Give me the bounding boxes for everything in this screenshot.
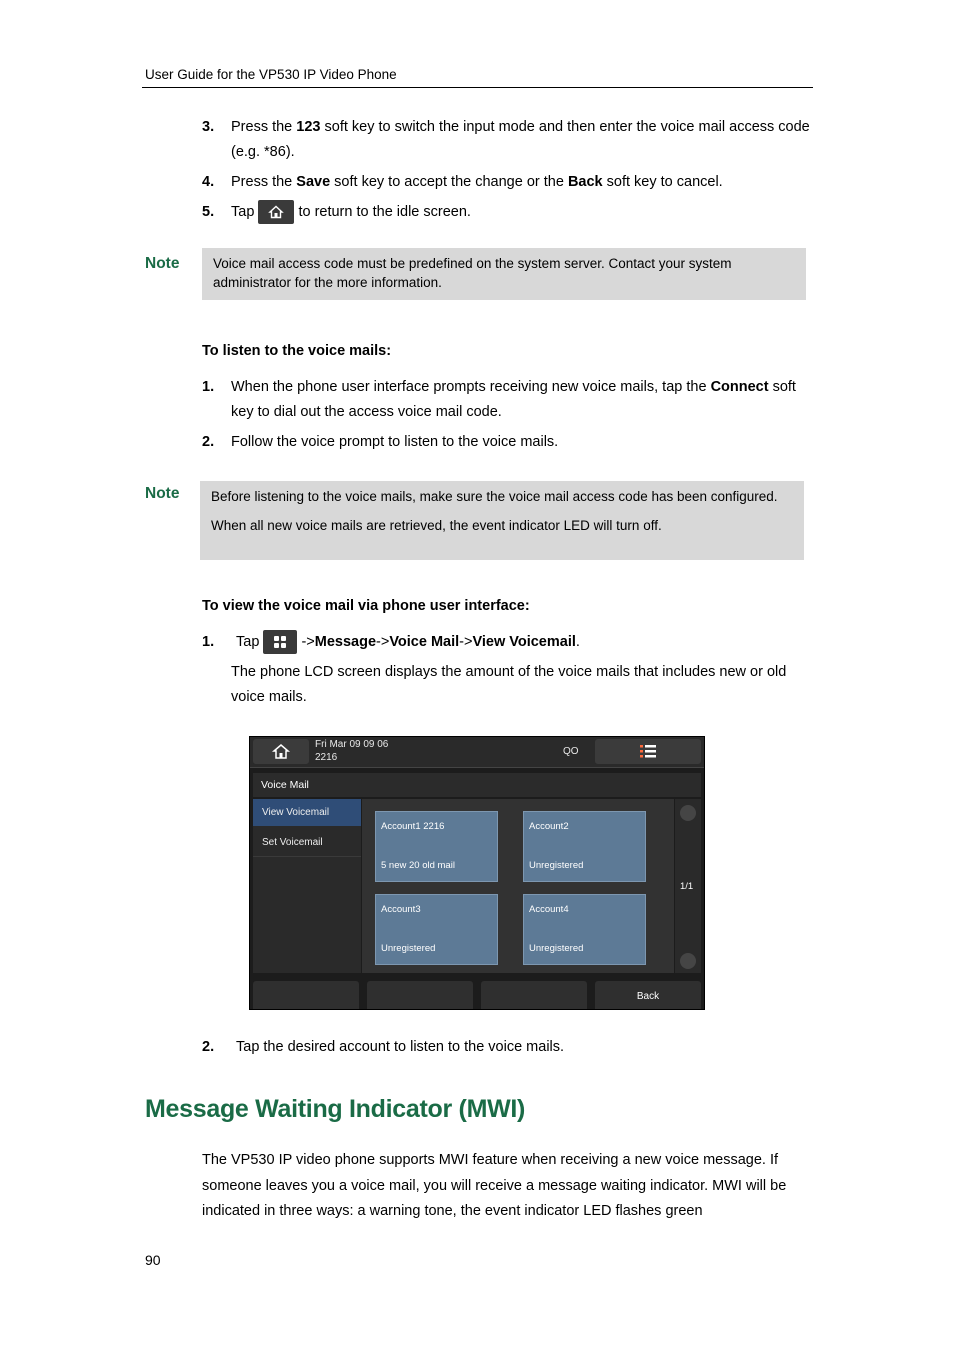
status-bar <box>250 737 704 768</box>
step-text-part: soft key to switch the input mode and then enter the voice mail access code (e.g. *86). <box>231 119 810 160</box>
header-rule <box>142 87 813 88</box>
screen-title: Voice Mail <box>261 779 309 791</box>
page-scroller <box>675 799 701 973</box>
section-paragraph: The VP530 IP video phone supports MWI feature when receiving a new voice message. If someone leaves you a voice mail, you will receive a message waiting indicator. MWI will be indicated in three ways: a warning tone, the event indicator LED flashes green <box>202 1152 787 1219</box>
subheading-listen: To listen to the voice mails: <box>202 343 392 359</box>
page-up-icon[interactable] <box>680 805 696 821</box>
menu-path-voice-mail: Voice Mail <box>389 634 460 650</box>
softkey-name-save: Save <box>296 174 331 190</box>
menu-item-view-voicemail[interactable] <box>253 799 361 826</box>
subheading-view: To view the voice mail via phone user interface: <box>202 598 530 614</box>
menu-panel <box>253 799 361 973</box>
section-title: Message Waiting Indicator (MWI) <box>145 1095 526 1123</box>
note-text: Voice mail access code must be predefined on the system server. Contact your system administrator for the more information. <box>213 256 732 290</box>
step-text <box>231 170 814 195</box>
step-text <box>236 630 814 655</box>
account-tile-1[interactable] <box>375 811 498 882</box>
note-text: When all new voice mails are retrieved, the event indicator LED will turn off. <box>211 517 662 533</box>
account-name: Account2 <box>529 821 569 832</box>
status-extension: 2216 <box>315 752 338 763</box>
softkey-name-connect: Connect <box>710 379 769 395</box>
step-text-part: When the phone user interface prompts receiving new voice mails, tap the <box>231 379 711 395</box>
menu-list-icon <box>595 739 701 764</box>
status-datetime <box>315 738 388 764</box>
account-tile-2[interactable] <box>523 811 646 882</box>
step-text <box>231 200 814 225</box>
home-key[interactable] <box>253 739 309 764</box>
step-text-part: . <box>575 634 580 650</box>
step-text: Follow the voice prompt to listen to the voice mails. <box>231 434 559 450</box>
step-text: The phone LCD screen displays the amount of the voice mails that includes new or old voice mails. <box>231 664 787 705</box>
menu-key-icon <box>263 630 297 654</box>
step-text-part: -> <box>297 634 315 650</box>
softkey-label: Back <box>636 991 660 1002</box>
account-tile-3[interactable] <box>375 894 498 965</box>
step-text-part: soft key to cancel. <box>602 174 723 190</box>
softkey-2[interactable] <box>367 981 473 1009</box>
step-number: 3. <box>202 119 215 135</box>
path-arrow: -> <box>376 634 390 650</box>
softkey-name-123: 123 <box>296 119 321 135</box>
menu-path-view-voicemail: View Voicemail <box>472 634 576 650</box>
phone-screen <box>249 736 705 1010</box>
menu-key[interactable] <box>595 739 701 764</box>
step-text: Tap the desired account to listen to the voice mails. <box>236 1039 565 1055</box>
menu-item-set-voicemail[interactable] <box>253 829 361 857</box>
softkey-3[interactable] <box>481 981 587 1009</box>
menu-path-message: Message <box>314 634 377 650</box>
status-date: Fri Mar 09 09 06 <box>315 739 389 750</box>
screen-title-bar <box>253 773 701 797</box>
account-name: Account4 <box>529 904 569 915</box>
account-tile-4[interactable] <box>523 894 646 965</box>
step-number: 2. <box>202 434 215 450</box>
account-status: Unregistered <box>529 860 584 871</box>
softkey-name-back: Back <box>567 174 603 190</box>
account-status: Unregistered <box>529 943 584 954</box>
step-text-part: Tap <box>236 634 264 650</box>
step-text-part: soft key to accept the change or the <box>330 174 568 190</box>
step-text <box>231 115 814 165</box>
page-number: 90 <box>145 1252 161 1268</box>
step-text-part: Press the <box>231 174 297 190</box>
page-down-icon[interactable] <box>680 953 696 969</box>
softkey-1[interactable] <box>253 981 359 1009</box>
note-box <box>202 248 806 300</box>
menu-item-label: Set Voicemail <box>262 837 323 848</box>
accounts-panel <box>362 799 674 973</box>
softkey-back[interactable] <box>595 981 701 1009</box>
note-label: Note <box>145 255 180 272</box>
note-text: Before listening to the voice mails, make sure the voice mail access code has been configured. <box>211 489 778 504</box>
step-number: 1. <box>202 634 215 650</box>
account-status: Unregistered <box>381 943 436 954</box>
account-status: 5 new 20 old mail <box>381 860 455 871</box>
account-name: Account1 2216 <box>381 821 445 832</box>
running-header: User Guide for the VP530 IP Video Phone <box>145 67 397 82</box>
note-box <box>200 481 804 560</box>
step-number: 4. <box>202 174 215 190</box>
step-text <box>231 375 814 425</box>
step-text-part: soft key to dial out the access voice mail code. <box>231 379 796 420</box>
step-number: 2. <box>202 1039 215 1055</box>
account-name: Account3 <box>381 904 421 915</box>
step-number: 5. <box>202 204 215 220</box>
step-text-part: to return to the idle screen. <box>294 204 471 220</box>
note-label: Note <box>145 485 180 502</box>
home-icon <box>253 739 309 764</box>
step-text-part: Tap <box>231 204 259 220</box>
page-indicator: 1/1 <box>680 881 694 892</box>
step-number: 1. <box>202 379 215 395</box>
menu-item-label: View Voicemail <box>262 807 330 818</box>
home-key-icon <box>258 200 294 224</box>
path-arrow: -> <box>459 634 473 650</box>
step-text-part: Press the <box>231 119 297 135</box>
voicemail-icon: QO <box>563 746 579 757</box>
